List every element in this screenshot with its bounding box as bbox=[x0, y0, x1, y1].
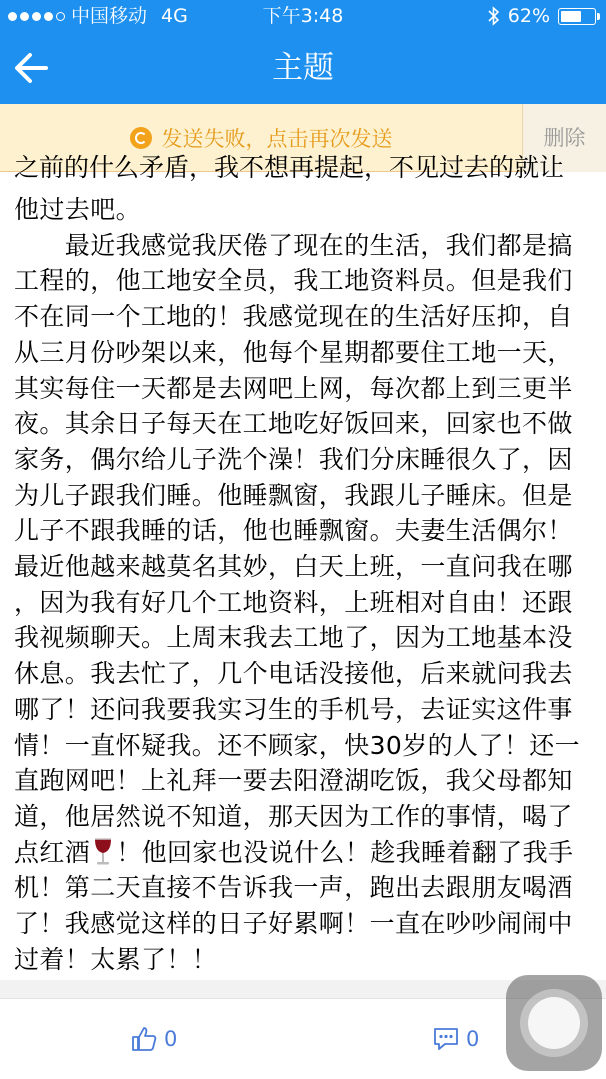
wine-glass-icon bbox=[92, 837, 114, 867]
network-type: 4G bbox=[161, 5, 188, 27]
text-line: 从三月份吵架以来，他每个星期都要住工地一天， bbox=[14, 337, 573, 367]
comment-button[interactable] bbox=[432, 999, 479, 1079]
clipped-text-line: 之前的什么矛盾，我不想再提起，不见过去的就让 bbox=[14, 153, 565, 182]
text-line: 其实每住一天都是去网吧上网，每次都上到三更半 bbox=[14, 373, 573, 403]
text-line: 不在同一个工地的！我感觉现在的生活好压抑，自 bbox=[14, 302, 573, 332]
text-line: 家务，偶尔给儿子洗个澡！我们分床睡很久了，因 bbox=[14, 444, 573, 474]
assistive-touch-button[interactable] bbox=[506, 975, 602, 1071]
text-line: 过着！太累了！！ bbox=[14, 944, 218, 974]
comment-count: 0 bbox=[466, 1027, 480, 1051]
text-line: 最近我感觉我厌倦了现在的生活，我们都是搞 bbox=[14, 230, 573, 260]
text-line: ，因为我有好几个工地资料，上班相对自由！还跟 bbox=[14, 587, 573, 617]
like-button[interactable] bbox=[130, 999, 177, 1079]
text-line: 儿子不跟我睡的话，他也睡飘窗。夫妻生活偶尔！ bbox=[14, 516, 573, 546]
text-line: 工程的，他工地安全员，我工地资料员。但是我们 bbox=[14, 266, 573, 296]
text-line: 了！我感觉这样的日子好累啊！一直在吵吵闹闹中 bbox=[14, 909, 573, 938]
text-line: 哪了！还问我要我实习生的手机号，去证实这件事 bbox=[14, 694, 573, 724]
assistive-touch-ring bbox=[520, 989, 588, 1057]
page-title: 主题 bbox=[272, 50, 334, 86]
text-segment: 点红酒 bbox=[14, 837, 91, 867]
carrier-name: 中国移动 bbox=[71, 5, 148, 27]
comment-icon bbox=[432, 1025, 460, 1053]
text-line: 他过去吧。 bbox=[14, 195, 142, 224]
text-line-with-emoji bbox=[14, 835, 573, 871]
text-line: 情！一直怀疑我。还不顾家，快30岁的人了！还一 bbox=[14, 730, 581, 760]
thumbs-up-icon bbox=[130, 1025, 158, 1053]
text-line: 我视频聊天。上周末我去工地了，因为工地基本没 bbox=[14, 623, 573, 653]
status-bar bbox=[0, 0, 606, 32]
assistive-touch-core bbox=[528, 997, 580, 1049]
text-line: 休息。我去忙了，几个电话没接他，后来就问我去 bbox=[14, 659, 573, 689]
battery-level bbox=[561, 11, 581, 22]
status-time: 下午3:48 bbox=[262, 5, 344, 27]
text-line: 夜。其余日子每天在工地吃好饭回来，回家也不做 bbox=[14, 409, 573, 439]
text-line: 道，他居然说不知道，那天因为工作的事情，喝了 bbox=[14, 801, 573, 831]
post-content bbox=[0, 153, 606, 980]
retry-icon bbox=[130, 127, 152, 149]
battery-icon bbox=[558, 8, 596, 25]
text-line: 最近他越来越莫名其妙，白天上班，一直问我在哪 bbox=[14, 552, 573, 581]
status-right bbox=[488, 0, 596, 32]
text-line: 直跑网吧！上礼拜一要去阳澄湖吃饭，我父母都知 bbox=[14, 766, 573, 796]
delete-button[interactable]: 删除 bbox=[523, 104, 606, 172]
navigation-bar bbox=[0, 32, 606, 104]
bluetooth-icon bbox=[488, 6, 500, 26]
text-line: 机！第二天直接不告诉我一声，跑出去跟朋友喝酒 bbox=[14, 873, 573, 903]
text-line: 为儿子跟我们睡。他睡飘窗，我跟儿子睡床。但是 bbox=[14, 480, 573, 510]
send-failed-message: 发送失败，点击再次发送 bbox=[161, 127, 393, 151]
text-segment: ！他回家也没说什么！趁我睡着翻了我手 bbox=[116, 837, 574, 867]
like-count: 0 bbox=[164, 1027, 178, 1051]
battery-percent: 62% bbox=[507, 5, 550, 27]
